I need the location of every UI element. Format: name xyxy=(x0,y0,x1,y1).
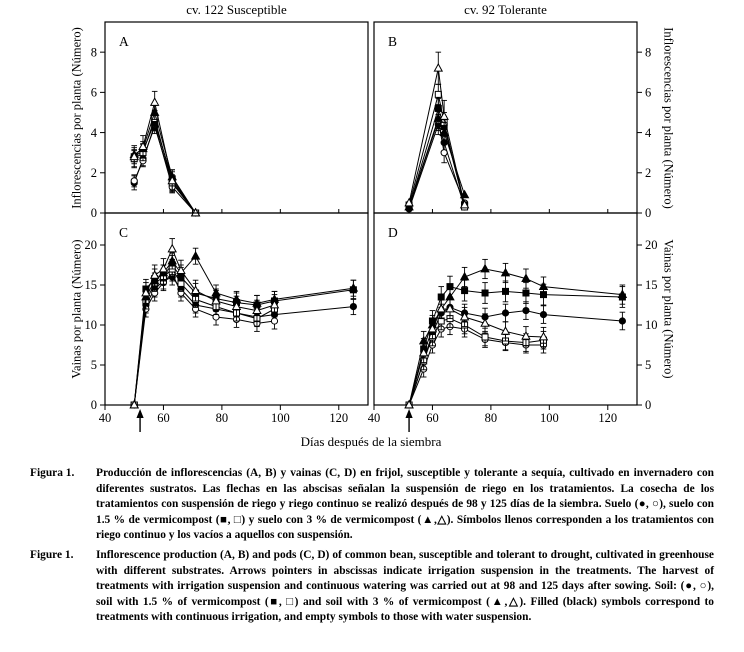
panel-D xyxy=(368,213,658,432)
y-axis-label-inflorescences-left: Inflorescencias por planta (Número) xyxy=(69,27,84,209)
svg-text:8: 8 xyxy=(645,45,652,60)
svg-text:4: 4 xyxy=(90,125,97,140)
svg-text:15: 15 xyxy=(645,278,658,293)
svg-text:20: 20 xyxy=(645,238,658,253)
panel-A xyxy=(91,22,368,220)
svg-text:20: 20 xyxy=(84,238,97,253)
svg-text:5: 5 xyxy=(90,358,97,373)
svg-text:8: 8 xyxy=(90,45,97,60)
svg-text:120: 120 xyxy=(598,411,618,425)
svg-text:60: 60 xyxy=(157,411,170,425)
svg-text:6: 6 xyxy=(90,85,97,100)
svg-text:0: 0 xyxy=(90,206,97,221)
svg-text:2: 2 xyxy=(645,165,652,180)
y-axis-label-pods-right: Vainas por planta (Número) xyxy=(661,239,676,379)
svg-text:5: 5 xyxy=(645,358,652,373)
y-axis-label-inflorescences-right: Inflorescencias por planta (Número) xyxy=(661,27,676,209)
svg-text:4: 4 xyxy=(645,125,652,140)
svg-text:B: B xyxy=(388,34,398,49)
svg-text:0: 0 xyxy=(90,398,97,413)
svg-text:120: 120 xyxy=(329,411,349,425)
svg-text:0: 0 xyxy=(645,206,652,221)
column-title-tolerant: cv. 92 Tolerante xyxy=(464,2,547,17)
caption-en xyxy=(30,548,714,626)
svg-text:10: 10 xyxy=(84,318,97,333)
caption-block xyxy=(30,466,714,626)
caption-en-text: Inflorescence production (A, B) and pods (C, D) of common bean, susceptible and tolerant to drought, cultivated in greenhouse with different substrates. Arrows pointers in abscissas indicate irrigation suspension in the treatments. The harvest of treatments with irrigation suspension and continuous watering was carried out at 98 and 125 days after sowing. Soil: (●, ○), soil with 1.5 % of vermicompost (■, □) and soil with 3 % of vermicompost (▲,△). Filled (black) symbols correspond to treatments with continuous irrigation, and empty symbols to those with water suspension. xyxy=(96,548,714,624)
svg-text:C: C xyxy=(119,225,129,240)
svg-text:6: 6 xyxy=(645,85,652,100)
svg-text:2: 2 xyxy=(90,165,97,180)
svg-text:A: A xyxy=(119,34,129,49)
y-axis-label-pods-left: Vainas por planta (Número) xyxy=(69,239,84,379)
column-title-susceptible: cv. 122 Susceptible xyxy=(186,2,287,17)
panel-C xyxy=(85,213,369,432)
caption-en-label: Figure 1. xyxy=(30,548,74,561)
svg-text:15: 15 xyxy=(84,278,97,293)
svg-text:60: 60 xyxy=(426,411,439,425)
x-axis-label: Días después de la siembra xyxy=(300,434,442,449)
svg-text:100: 100 xyxy=(539,411,559,425)
svg-text:40: 40 xyxy=(98,411,112,425)
panel-B xyxy=(374,22,652,220)
svg-text:80: 80 xyxy=(484,411,498,425)
caption-es-label: Figura 1. xyxy=(30,467,75,479)
svg-text:40: 40 xyxy=(367,411,381,425)
svg-text:80: 80 xyxy=(215,411,229,425)
svg-text:100: 100 xyxy=(270,411,290,425)
svg-text:0: 0 xyxy=(645,398,652,413)
caption-es xyxy=(30,466,714,544)
svg-text:10: 10 xyxy=(645,318,658,333)
caption-es-text: Producción de inflorescencias (A, B) y vainas (C, D) en frijol, susceptible y tolerante a sequía, cultivado en invernadero con diferentes sustratos. Las flechas en las abscisas señalan la suspensión de riego en los tratamientos. La cosecha de los tratamientos con suspensión de riego y riego continuo se realizó después de 98 y 125 días de la siembra. Suelo (●, ○), suelo con 1.5 % de vermicompost (■, □) y suelo con 3 % de vermicompost (▲,△). Símbolos llenos corresponden a los tratamientos con riego continuo y los vacíos a aquellos con suspensión. xyxy=(96,467,714,542)
svg-text:D: D xyxy=(388,225,398,240)
